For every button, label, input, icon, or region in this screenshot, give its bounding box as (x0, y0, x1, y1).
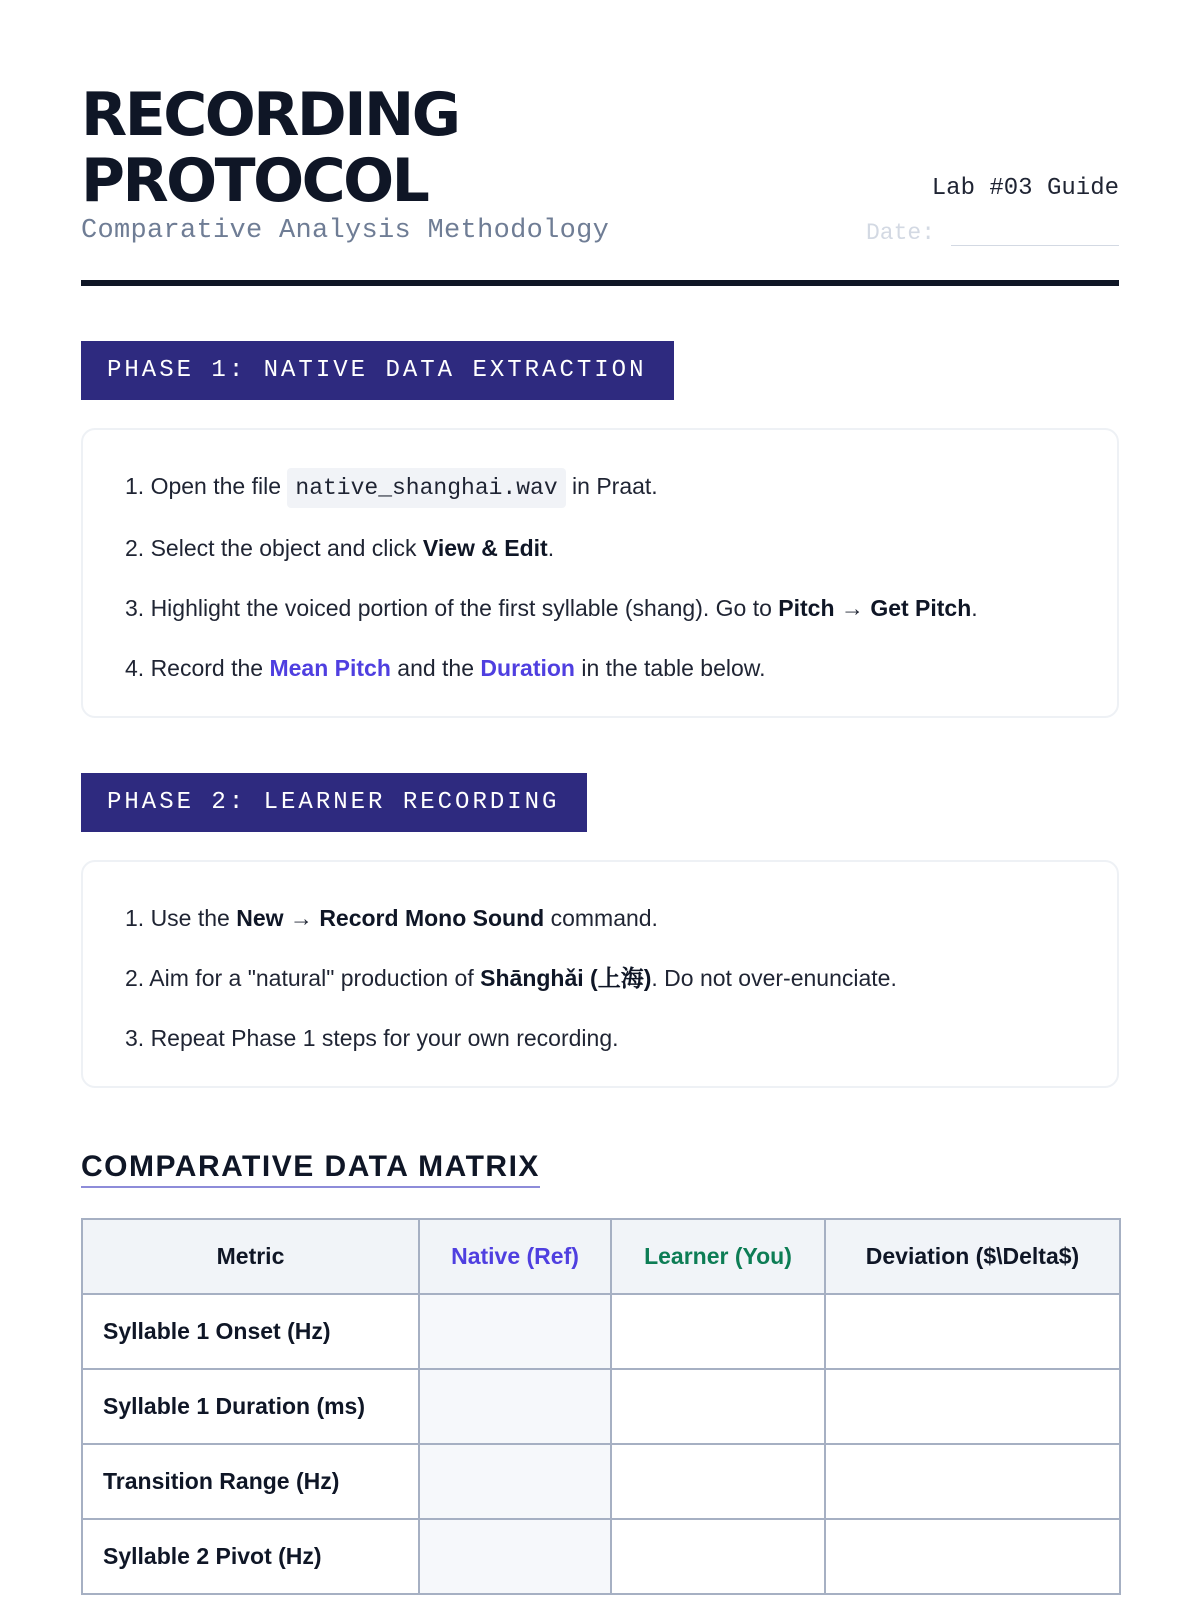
header-native: Native (Ref) (419, 1219, 611, 1294)
step-text: 4. Record the (125, 655, 270, 681)
step-text: in the table below. (574, 655, 766, 681)
step-text: in Praat. (565, 473, 658, 499)
date-field[interactable] (951, 225, 1119, 246)
phase-2-banner: PHASE 2: LEARNER RECORDING (81, 773, 587, 832)
phase-1-steps (81, 428, 1119, 718)
learner-value-cell[interactable] (611, 1444, 825, 1519)
metric-label: Transition Range (Hz) (82, 1444, 419, 1519)
header-metric: Metric (82, 1219, 419, 1294)
page-header (81, 0, 1119, 286)
step-text: 1. Open the file (125, 473, 288, 499)
learner-value-cell[interactable] (611, 1369, 825, 1444)
phase-1-banner: PHASE 1: NATIVE DATA EXTRACTION (81, 341, 674, 400)
native-value-cell[interactable] (419, 1444, 611, 1519)
metric-label: Syllable 1 Onset (Hz) (82, 1294, 419, 1369)
header-learner: Learner (You) (611, 1219, 825, 1294)
native-value-cell[interactable] (419, 1519, 611, 1594)
highlight-term: Duration (480, 655, 575, 681)
step-text: 2. Aim for a "natural" production of (125, 965, 481, 991)
phase-1-step-1 (125, 456, 1075, 518)
phase-2-steps (81, 860, 1119, 1088)
date-label: Date: (865, 220, 935, 246)
step-text: 1. Use the (125, 905, 237, 931)
step-text: . Do not over-enunciate. (651, 965, 897, 991)
phase-2-step-1 (125, 888, 1075, 948)
phase-1-step-4 (125, 638, 1075, 698)
deviation-value-cell[interactable] (825, 1444, 1120, 1519)
step-text: and the (390, 655, 481, 681)
menu-command: Pitch (778, 595, 835, 621)
learner-value-cell[interactable] (611, 1294, 825, 1369)
learner-value-cell[interactable] (611, 1519, 825, 1594)
header-meta (866, 175, 1119, 246)
table-row (82, 1444, 1120, 1519)
menu-command: Record Mono Sound (319, 905, 545, 931)
target-word: Shānghǎi (上海) (480, 965, 652, 991)
native-value-cell[interactable] (419, 1294, 611, 1369)
deviation-value-cell[interactable] (825, 1519, 1120, 1594)
phase-1-step-2 (125, 518, 1075, 578)
page-title (81, 82, 459, 214)
menu-command: Get Pitch (870, 595, 972, 621)
arrow-glyph: → (283, 905, 320, 931)
phase-2-step-2 (125, 948, 1075, 1008)
metric-label: Syllable 2 Pivot (Hz) (82, 1519, 419, 1594)
table-row (82, 1369, 1120, 1444)
matrix-header-row (82, 1219, 1120, 1294)
title-line-2: PROTOCOL (81, 146, 428, 216)
file-name-code: native_shanghai.wav (287, 468, 565, 508)
table-row (82, 1294, 1120, 1369)
comparative-data-matrix (81, 1218, 1121, 1595)
step-text: . (971, 595, 978, 621)
matrix-title: COMPARATIVE DATA MATRIX (81, 1150, 540, 1188)
menu-command: View & Edit (422, 535, 548, 561)
deviation-value-cell[interactable] (825, 1294, 1120, 1369)
arrow-glyph: → (834, 595, 871, 621)
phase-2-step-3: 3. Repeat Phase 1 steps for your own recording. (125, 1025, 619, 1051)
step-text: command. (544, 905, 658, 931)
native-value-cell[interactable] (419, 1369, 611, 1444)
header-deviation: Deviation ($\Delta$) (825, 1219, 1120, 1294)
date-row (866, 220, 1119, 246)
metric-label: Syllable 1 Duration (ms) (82, 1369, 419, 1444)
lab-reference: Lab #03 Guide (931, 175, 1119, 202)
title-line-1: RECORDING (81, 80, 459, 150)
highlight-term: Mean Pitch (269, 655, 391, 681)
menu-command: New (236, 905, 284, 931)
step-text: 2. Select the object and click (125, 535, 423, 561)
step-text: . (547, 535, 555, 561)
step-text: 3. Highlight the voiced portion of the first syllable (shang). Go to (125, 595, 779, 621)
page-subtitle: Comparative Analysis Methodology (81, 216, 610, 246)
deviation-value-cell[interactable] (825, 1369, 1120, 1444)
table-row (82, 1519, 1120, 1594)
phase-1-step-3 (125, 578, 1075, 638)
